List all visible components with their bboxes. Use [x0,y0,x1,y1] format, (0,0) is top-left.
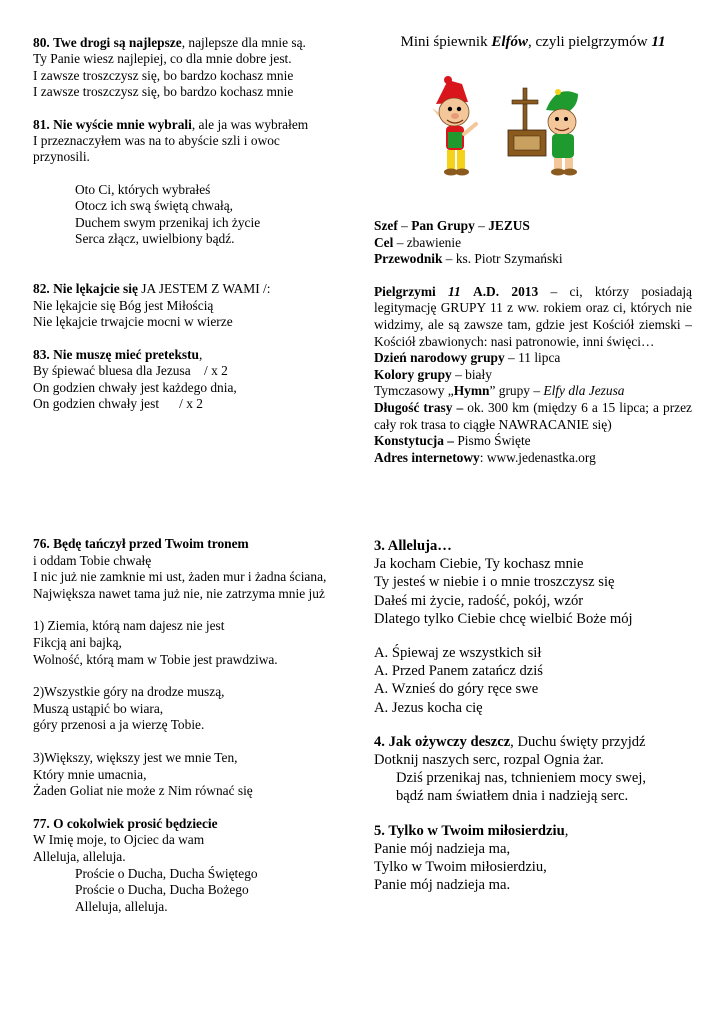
refrain-line: Serca złącz, uwielbiony bądź. [75,231,235,247]
song-line: By śpiewać bluesa dla Jezusa / x 2 [33,363,228,379]
song-line: Ja kocham Ciebie, Ty kochasz mnie [374,556,584,573]
song-81-line1: 81. Nie wyście mnie wybrali, ale ja was wybrałem [33,116,309,132]
song-line: I przeznaczyłem was na to abyście szli i owoc [33,133,280,149]
elf-red-icon [432,76,476,176]
song-5-line1: 5. Tylko w Twoim miłosierdziu, [374,822,569,839]
song-line: Który mnie umacnia, [33,766,147,782]
song-line: Nie lękajcie trwajcie mocni w wierze [33,314,233,330]
elf-green-icon [546,89,578,176]
song-line: przynosili. [33,149,90,165]
song-77 [33,816,363,916]
song-line: Dałeś mi życie, radość, pokój, wzór [374,592,584,609]
song-line: I zawsze troszczysz się, bo bardzo kochasz mnie [33,67,294,83]
song-80-line1: 80. Twe drogi są najlepsze, najlepsze dla mnie są. [33,35,306,50]
info-adres: Adres internetowy: www.jedenastka.org [374,449,596,465]
song-line: A. Śpiewaj ze wszystkich sił [374,645,542,662]
song-line: I nic już nie zamknie mi ust, żaden mur i żadna ściana, [33,569,327,585]
song-82-line1: 82. Nie lękajcie się JA JESTEM Z WAMI /: [33,281,271,297]
info-hymn: Tymczasowy „Hymn” grupy – Elfy dla Jezusa [374,383,625,399]
refrain-line: Duchem swym przenikaj ich życie [75,214,261,230]
elves-illustration [428,74,586,186]
chest-icon [508,130,546,156]
group-info [374,218,692,466]
song-line: Nie lękajcie się Bóg jest Miłością [33,297,214,313]
song-line: Dlatego tylko Ciebie chcę wielbić Boże mój [374,610,633,627]
song-4 [374,733,704,806]
song-line: Ty Panie wiesz najlepiej, co dla mnie dobre jest. [33,51,292,67]
song-line: Ty jesteś w niebie i o mnie troszczysz się [374,574,615,591]
song-line: A. Wznieś do góry ręce swe [374,681,539,698]
song-83-line1: 83. Nie muszę mieć pretekstu, [33,346,203,362]
song-line: On godzien chwały jest / x 2 [33,395,203,411]
song-line: Tylko w Twoim miłosierdziu, [374,859,547,876]
song-line: A. Przed Panem zatańcz dziś [374,663,543,680]
song-line: Panie mój nadzieja ma. [374,877,511,894]
quadrant-top-right [374,33,692,51]
info-dlugosc: Długość trasy – ok. 300 km (między 6 a 15 lipca; a przez cały rok trasa to ciągłe NAWRACANIE się) [374,399,692,432]
info-cel: Cel – zbawienie [374,234,462,250]
song-line: Wolność, którą mam w Tobie jest prawdziwa. [33,651,278,667]
song-76-title: 76. Będę tańczył przed Twoim tronem [33,536,249,551]
quadrant-bottom-left [33,536,363,931]
info-konstytucja: Konstytucja – Pismo Święte [374,433,531,449]
song-line: W Imię moje, to Ojciec da wam [33,832,205,848]
song-line: On godzien chwały jest każdego dnia, [33,379,237,395]
song-76 [33,536,363,800]
song-4-line1: 4. Jak ożywczy deszcz, Duchu święty przyjdź [374,733,646,750]
song-3-title: 3. Alleluja… [374,538,452,554]
refrain-line: Proście o Ducha, Ducha Bożego [75,882,249,898]
info-dzien: Dzień narodowy grupy – 11 lipca [374,350,561,366]
song-line: Muszą ustąpić bo wiara, [33,700,164,716]
song-line: góry przenosi a ja wierzę Tobie. [33,717,205,733]
song-5 [374,822,704,895]
song-77-title: 77. O cokolwiek prosić będziecie [33,815,218,831]
song-80 [33,35,353,101]
song-line: Największa nawet tama już nie, nie zatrzyma mnie już [33,585,325,601]
song-line: I zawsze troszczysz się, bo bardzo kochasz mnie [33,84,294,100]
song-line: 1) Ziemia, którą nam dajesz nie jest [33,618,225,634]
song-82 [33,281,353,330]
info-pielgrzymi: Pielgrzymi 11 A.D. 2013 – ci, którzy posiadają legitymację GRUPY 11 z ww. rokiem oraz ci, których nie widzimy, ale są zawsze tam, gdzie jest Kościół ziemski – Kościół zbawionych: nasi patronowie, inni święci… [374,283,692,349]
quadrant-bottom-right [374,537,704,910]
refrain-line: Proście o Ducha, Ducha Świętego [75,865,258,881]
song-line: Żaden Goliat nie może z Nim równać się [33,783,253,799]
info-przewodnik: Przewodnik – ks. Piotr Szymański [374,251,563,267]
song-line: 2)Wszystkie góry na drodze muszą, [33,684,225,700]
song-line: Dotknij naszych serc, rozpal Ognia żar. [374,752,604,769]
song-line: Alleluja, alleluja. [33,848,126,864]
refrain-line: Otocz ich swą świętą chwałą, [75,198,234,214]
refrain-line: Alleluja, alleluja. [75,898,168,914]
song-line: Panie mój nadzieja ma, [374,840,511,857]
quadrant-top-left [33,35,353,428]
song-line: i oddam Tobie chwałę [33,552,152,568]
song-81 [33,117,353,248]
song-line: A. Jezus kocha cię [374,699,483,716]
info-szef: Szef – Pan Grupy – JEZUS [374,218,530,233]
song-line: Fikcją ani bajką, [33,634,122,650]
refrain-line: bądź nam światłem dnia i nadzieją serc. [396,788,629,805]
info-kolory: Kolory grupy – biały [374,366,492,382]
song-3 [374,537,704,717]
booklet-title: Mini śpiewnik Elfów, czyli pielgrzymów 11 [400,34,666,50]
refrain-line: Oto Ci, których wybrałeś [75,181,211,197]
song-line: 3)Większy, większy jest we mnie Ten, [33,749,238,765]
song-83 [33,347,353,413]
refrain-line: Dziś przenikaj nas, tchnieniem mocy swej, [396,770,647,787]
